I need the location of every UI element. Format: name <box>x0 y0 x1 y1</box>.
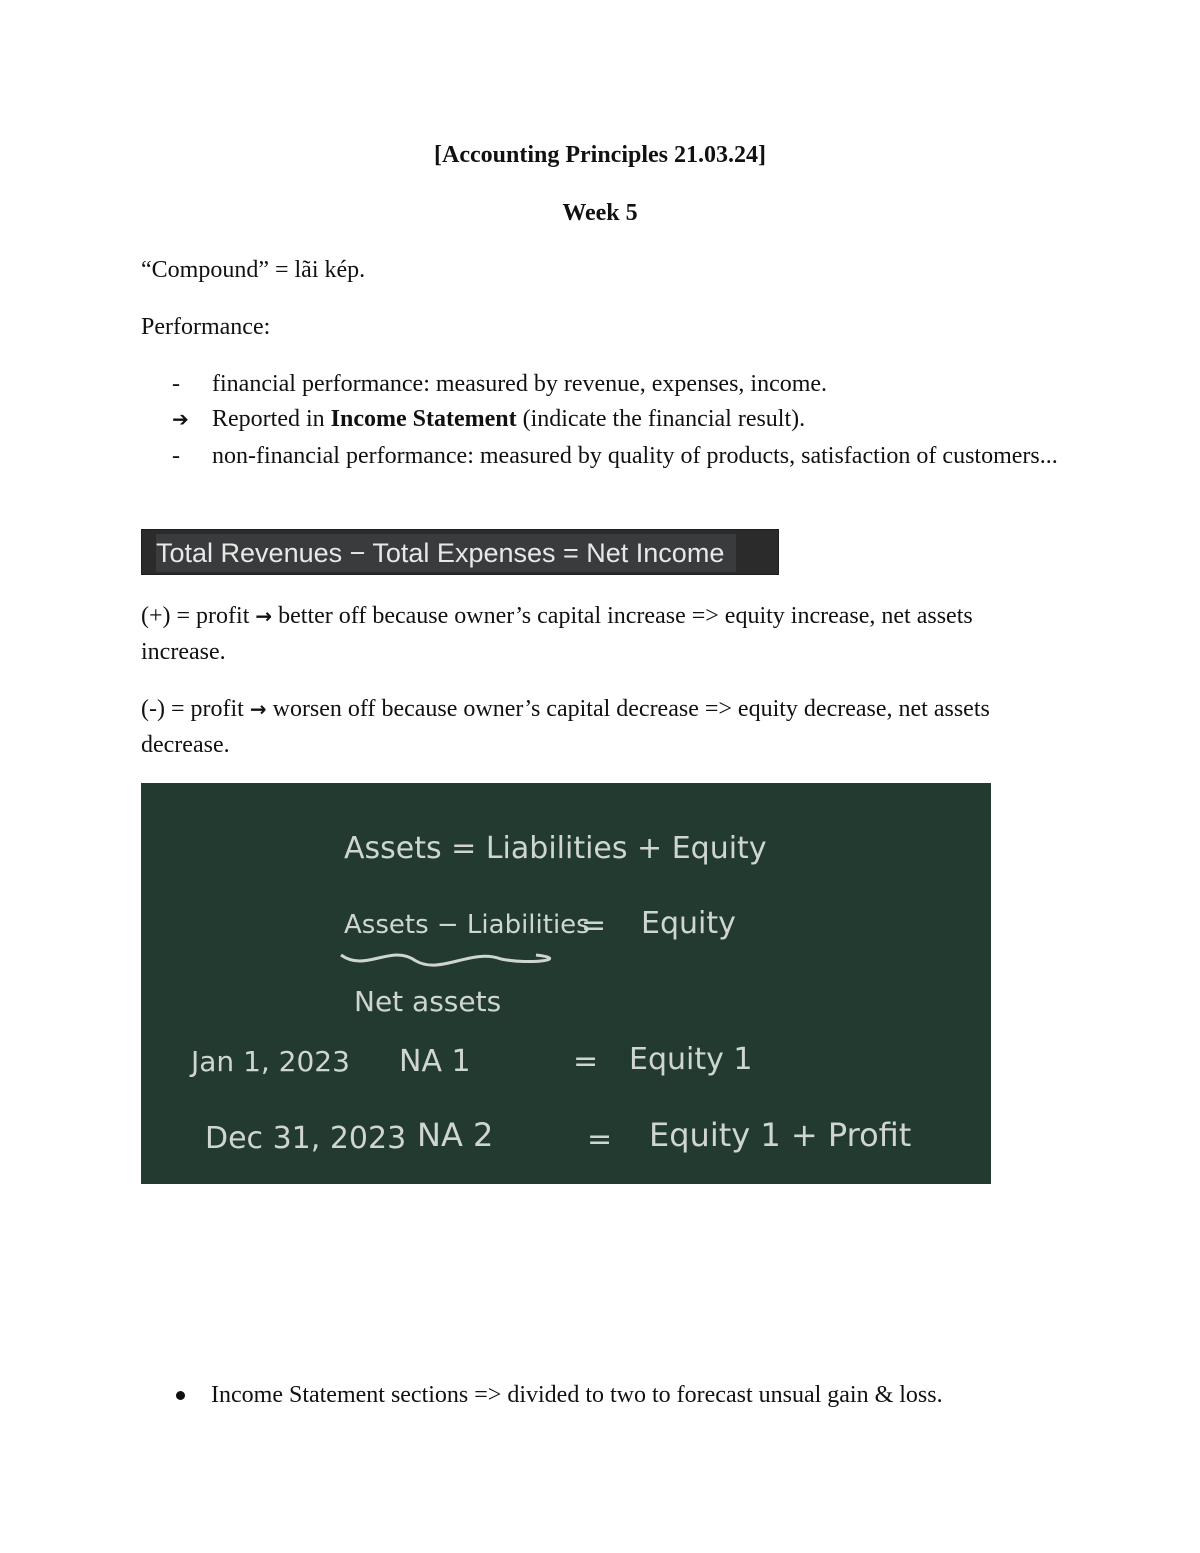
formula-text: Total Revenues − Total Expenses = Net Income <box>156 534 736 572</box>
chalk-line-3: Net assets <box>354 985 502 1018</box>
list-item-text: Income Statement sections => divided to two to forecast unsual gain & loss. <box>211 1382 943 1408</box>
list-item-text: financial performance: measured by revenue, expenses, income. <box>212 371 828 397</box>
chalk-row1-right: Equity 1 <box>629 1042 753 1077</box>
dash-marker: - <box>172 443 180 469</box>
document-title: [Accounting Principles 21.03.24] <box>434 142 766 168</box>
chalk-line-1: Assets = Liabilities + Equity <box>344 831 767 866</box>
para-body: better off because owner’s capital increase => equity increase, net assets increase. <box>141 603 973 665</box>
chalk-row2-right: Equity 1 + Profit <box>649 1116 912 1154</box>
para-body: worsen off because owner’s capital decrease => equity decrease, net assets decrease. <box>141 696 990 758</box>
list-item-text: non-financial performance: measured by quality of products, satisfaction of customers... <box>212 443 1058 469</box>
bold-term: Income Statement <box>330 406 517 432</box>
chalk-row1-equals: = <box>573 1044 599 1079</box>
dash-marker: - <box>172 371 180 397</box>
profit-positive-paragraph <box>141 598 1061 670</box>
chalkboard-photo <box>141 783 991 1184</box>
chalk-row2-equals: = <box>587 1122 613 1157</box>
bullet-dot-icon <box>176 1391 185 1400</box>
week-heading: Week 5 <box>562 200 638 226</box>
chalkboard-drawing <box>141 783 991 1184</box>
chalk-row1-date: Jan 1, 2023 <box>191 1045 350 1078</box>
list-item-text <box>212 401 1062 437</box>
para-lead: (-) = profit <box>141 696 250 722</box>
chalk-line-2-equals: = <box>581 908 607 943</box>
compound-definition: “Compound” = lãi kép. <box>141 257 366 283</box>
chalk-line-2-left: Assets − Liabilities <box>344 910 590 940</box>
para-lead: (+) = profit <box>141 603 256 629</box>
chalk-line-2-right: Equity <box>641 906 736 941</box>
chalk-row1-na: NA 1 <box>399 1044 471 1079</box>
chalk-row2-na: NA 2 <box>417 1116 494 1154</box>
formula-image <box>141 529 779 575</box>
arrow-icon: → <box>255 604 273 628</box>
text-prefix: Reported in <box>212 406 331 432</box>
performance-heading: Performance: <box>141 314 271 340</box>
chalk-row2-date: Dec 31, 2023 <box>205 1121 407 1156</box>
profit-negative-paragraph <box>141 691 1061 763</box>
arrow-icon: → <box>249 697 267 721</box>
arrow-icon: ➔ <box>172 407 189 431</box>
text-suffix: (indicate the financial result). <box>516 406 806 432</box>
